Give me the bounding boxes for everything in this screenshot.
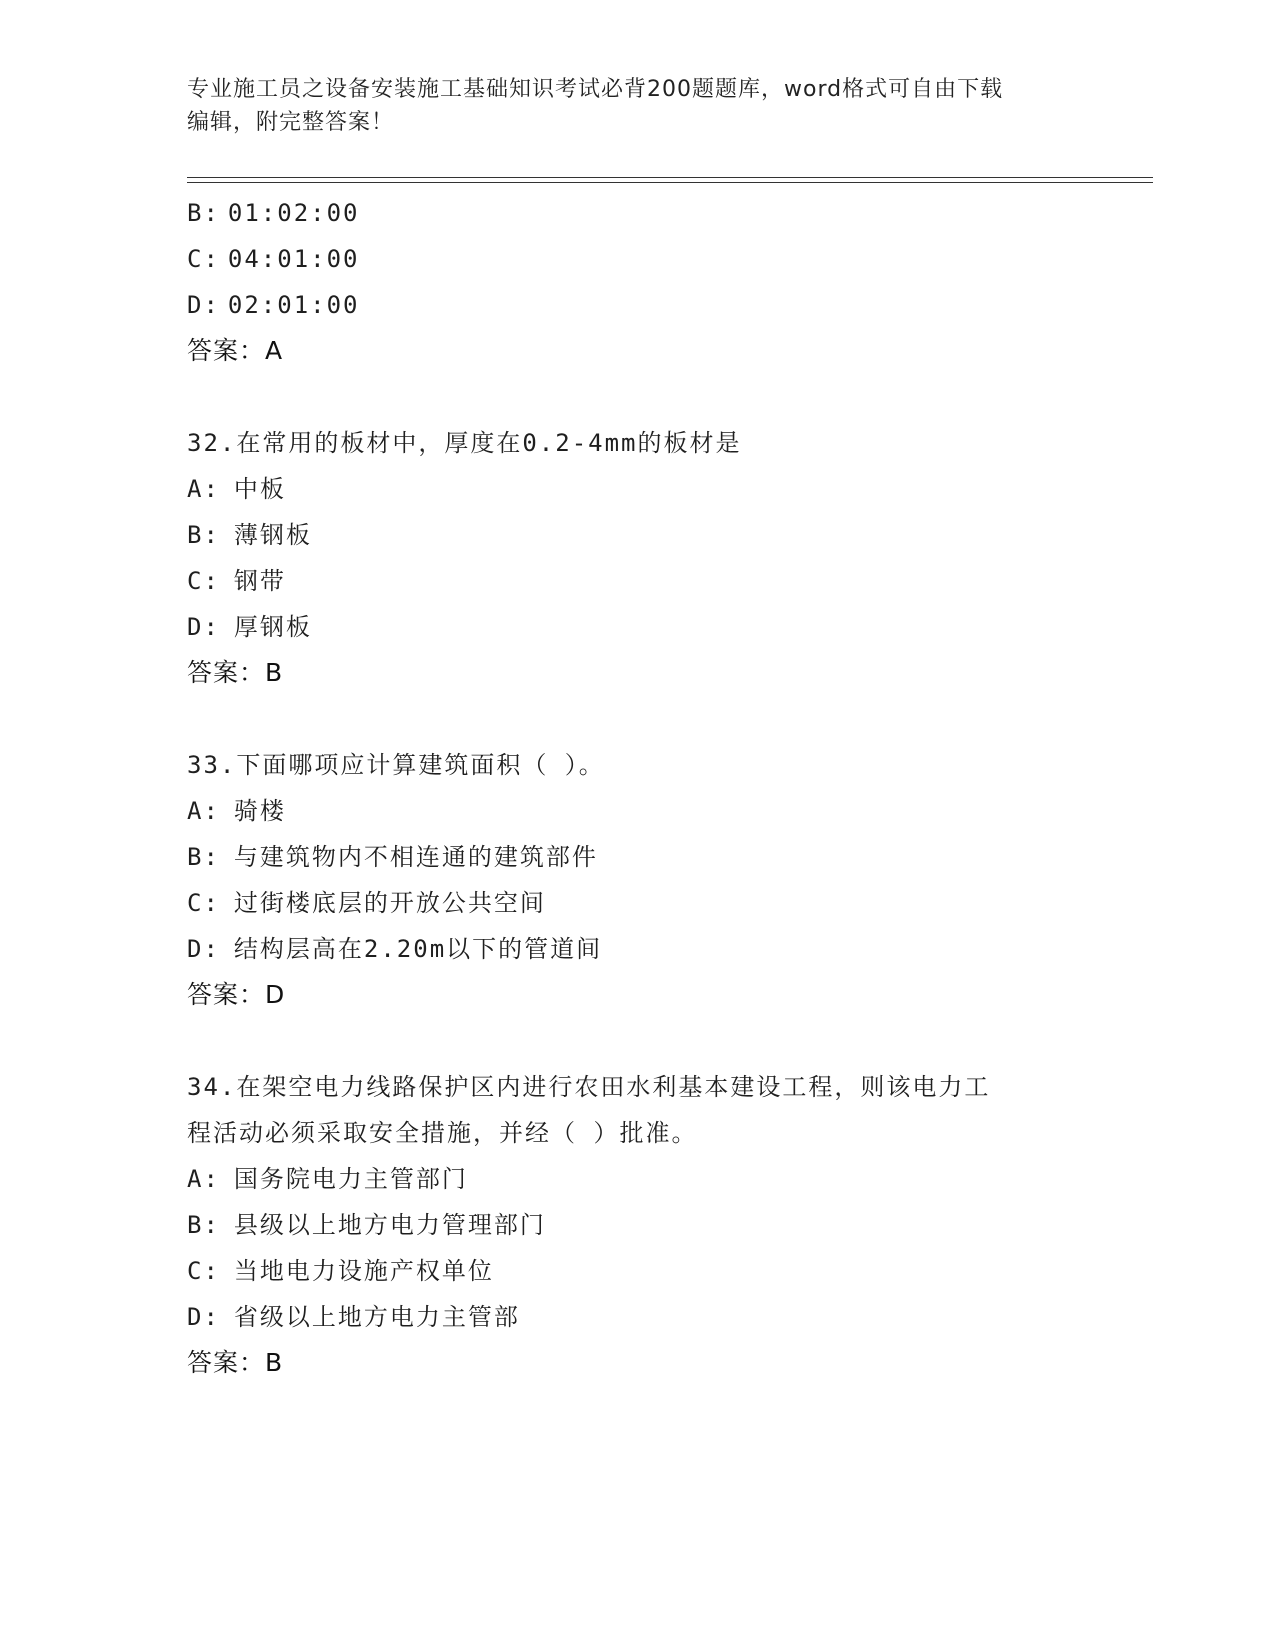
option-label: C: (187, 567, 220, 595)
option-c (187, 558, 1087, 604)
option-text: 薄钢板 (233, 521, 312, 549)
question-stem: 33.下面哪项应计算建筑面积（ ）。 (187, 751, 605, 779)
option-label: C: (187, 1257, 220, 1285)
question-32 (187, 420, 1087, 696)
option-d (187, 926, 1087, 972)
header-divider-top (187, 177, 1153, 178)
answer-line: 答案：B (187, 1348, 284, 1377)
answer-line: 答案：A (187, 336, 284, 365)
answer-line: 答案：B (187, 658, 284, 687)
option-a (187, 466, 1087, 512)
option-label: C: (187, 889, 220, 917)
option-text: 骑楼 (233, 797, 286, 825)
question-34 (187, 1064, 1087, 1386)
option-label: B: (187, 1211, 220, 1239)
spacer (187, 696, 1087, 742)
option-text: 省级以上地方电力主管部 (233, 1303, 520, 1331)
option-text: 04:01:00 (227, 245, 360, 273)
question-31-continued (187, 190, 1087, 374)
question-stem: 32.在常用的板材中，厚度在0.2-4mm的板材是 (187, 429, 742, 457)
option-d (187, 282, 1087, 328)
option-label: D: (187, 935, 220, 963)
document-header (187, 73, 1087, 139)
option-b (187, 190, 1087, 236)
option-label: A: (187, 1165, 220, 1193)
option-c (187, 1248, 1087, 1294)
option-label: D: (187, 1303, 220, 1331)
option-label: D: (187, 291, 220, 319)
header-line-2: 编辑，附完整答案！ (187, 110, 395, 135)
option-text: 厚钢板 (233, 613, 312, 641)
option-c (187, 236, 1087, 282)
option-b (187, 834, 1087, 880)
answer-line: 答案：D (187, 980, 286, 1009)
option-text: 与建筑物内不相连通的建筑部件 (233, 843, 598, 871)
option-d (187, 1294, 1087, 1340)
option-text: 01:02:00 (227, 199, 360, 227)
header-divider-bottom (187, 182, 1153, 183)
question-list (187, 190, 1087, 1386)
option-text: 02:01:00 (227, 291, 360, 319)
option-label: B: (187, 843, 220, 871)
option-text: 钢带 (233, 567, 286, 595)
option-label: B: (187, 199, 220, 227)
option-a (187, 1156, 1087, 1202)
option-label: A: (187, 475, 220, 503)
question-33 (187, 742, 1087, 1018)
option-label: D: (187, 613, 220, 641)
question-stem-line-2: 程活动必须采取安全措施，并经（ ）批准。 (187, 1119, 698, 1147)
option-b (187, 512, 1087, 558)
header-line-1: 专业施工员之设备安装施工基础知识考试必背200题题库，word格式可自由下载 (187, 77, 1004, 102)
option-b (187, 1202, 1087, 1248)
spacer (187, 1018, 1087, 1064)
spacer (187, 374, 1087, 420)
option-c (187, 880, 1087, 926)
option-text: 当地电力设施产权单位 (233, 1257, 494, 1285)
option-label: C: (187, 245, 220, 273)
option-text: 中板 (233, 475, 286, 503)
option-text: 县级以上地方电力管理部门 (233, 1211, 546, 1239)
option-text: 结构层高在2.20m以下的管道间 (233, 935, 603, 963)
option-label: A: (187, 797, 220, 825)
option-text: 国务院电力主管部门 (233, 1165, 468, 1193)
option-a (187, 788, 1087, 834)
option-label: B: (187, 521, 220, 549)
question-stem-line-1: 34.在架空电力线路保护区内进行农田水利基本建设工程，则该电力工 (187, 1073, 991, 1101)
option-d (187, 604, 1087, 650)
option-text: 过街楼底层的开放公共空间 (233, 889, 546, 917)
